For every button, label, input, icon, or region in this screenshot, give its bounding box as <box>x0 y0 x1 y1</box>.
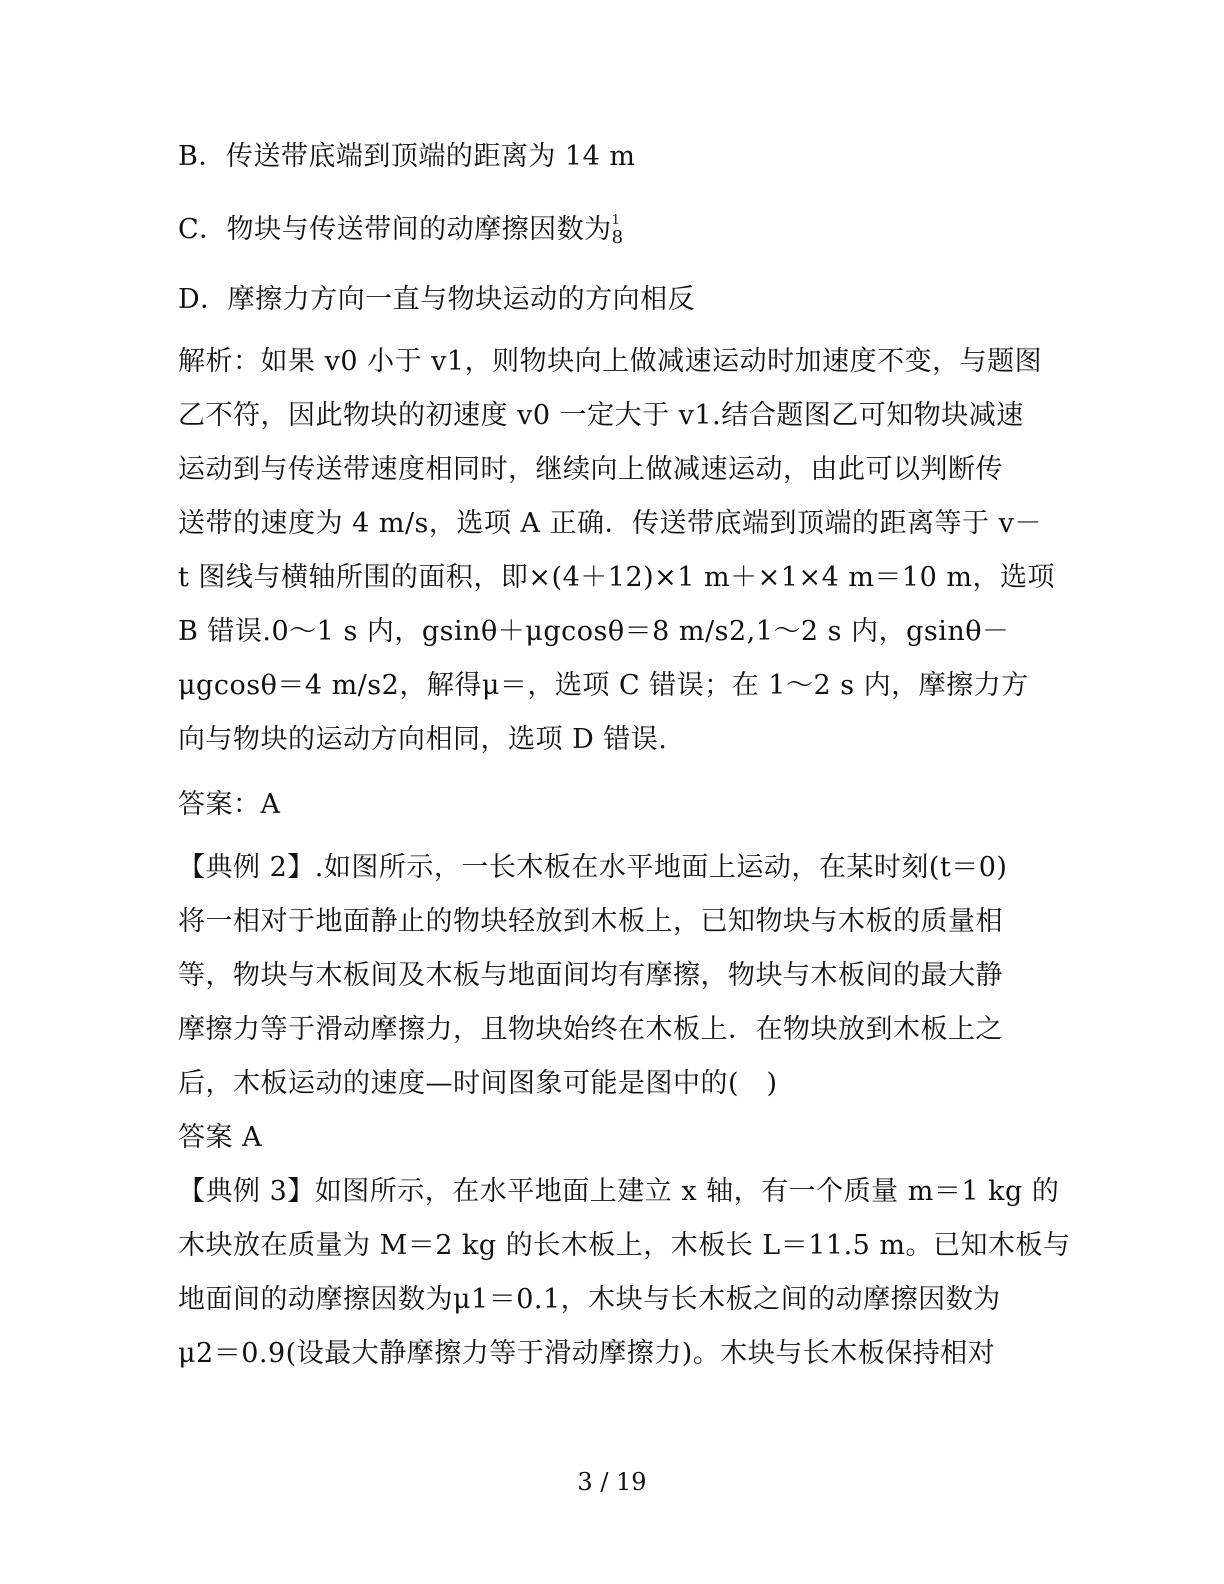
example-3-line: μ2＝0.9(设最大静摩擦力等于滑动摩擦力)。木块与长木板保持相对 <box>178 1338 996 1369</box>
page-number: 3 / 19 <box>577 1468 647 1496</box>
example-3-line: 地面间的动摩擦因数为μ1＝0.1，木块与长木板之间的动摩擦因数为 <box>178 1284 1001 1315</box>
example-2-line: 摩擦力等于滑动摩擦力，且物块始终在木板上．在物块放到木板上之 <box>178 1014 1003 1045</box>
example-3-line: 【典例 3】如图所示，在水平地面上建立 x 轴，有一个质量 m＝1 kg 的 <box>178 1176 1060 1207</box>
example-2-line: 后，木板运动的速度—时间图象可能是图中的( ) <box>178 1068 778 1099</box>
analysis-line: μgcosθ＝4 m/s2，解得μ＝，选项 C 错误；在 1～2 s 内，摩擦力方 <box>178 670 1029 701</box>
fraction-numerator: 1 <box>611 213 621 228</box>
analysis-line: 运动到与传送带速度相同时，继续向上做减速运动，由此可以判断传 <box>178 454 1003 485</box>
example-2-line: 【典例 2】.如图所示，一长木板在水平地面上运动，在某时刻(t＝0) <box>178 852 1008 883</box>
analysis-line: t 图线与横轴所围的面积，即×(4＋12)×1 m＋×1×4 m＝10 m，选项 <box>178 562 1055 593</box>
analysis-line: 送带的速度为 4 m/s，选项 A 正确．传送带底端到顶端的距离等于 v－ <box>178 508 1042 539</box>
example-2-line: 等，物块与木板间及木板与地面间均有摩擦，物块与木板间的最大静 <box>178 960 1003 991</box>
fraction-denominator: 8 <box>611 227 624 248</box>
answer-1: 答案：A <box>178 789 281 820</box>
option-d: D．摩擦力方向一直与物块运动的方向相反 <box>178 284 696 315</box>
analysis-line: 乙不符，因此物块的初速度 v0 一定大于 v1.结合题图乙可知物块减速 <box>178 400 1024 431</box>
example-3-line: 木块放在质量为 M＝2 kg 的长木板上，木板长 L＝11.5 m。已知木板与 <box>178 1230 1071 1261</box>
analysis-line: 向与物块的运动方向相同，选项 D 错误. <box>178 724 668 755</box>
analysis-line: 解析：如果 v0 小于 v1，则物块向上做减速运动时加速度不变，与题图 <box>178 346 1043 377</box>
option-b: B．传送带底端到顶端的距离为 14 m <box>178 141 636 172</box>
option-c-text: C．物块与传送带间的动摩擦因数为 <box>178 214 612 245</box>
answer-2: 答案 A <box>178 1122 263 1153</box>
option-c <box>178 212 626 248</box>
example-2-line: 将一相对于地面静止的物块轻放到木板上，已知物块与木板的质量相 <box>178 906 1003 937</box>
analysis-line: B 错误.0～1 s 内，gsinθ＋μgcosθ＝8 m/s2,1～2 s 内，gsinθ－ <box>178 616 1010 647</box>
fraction <box>612 212 626 248</box>
